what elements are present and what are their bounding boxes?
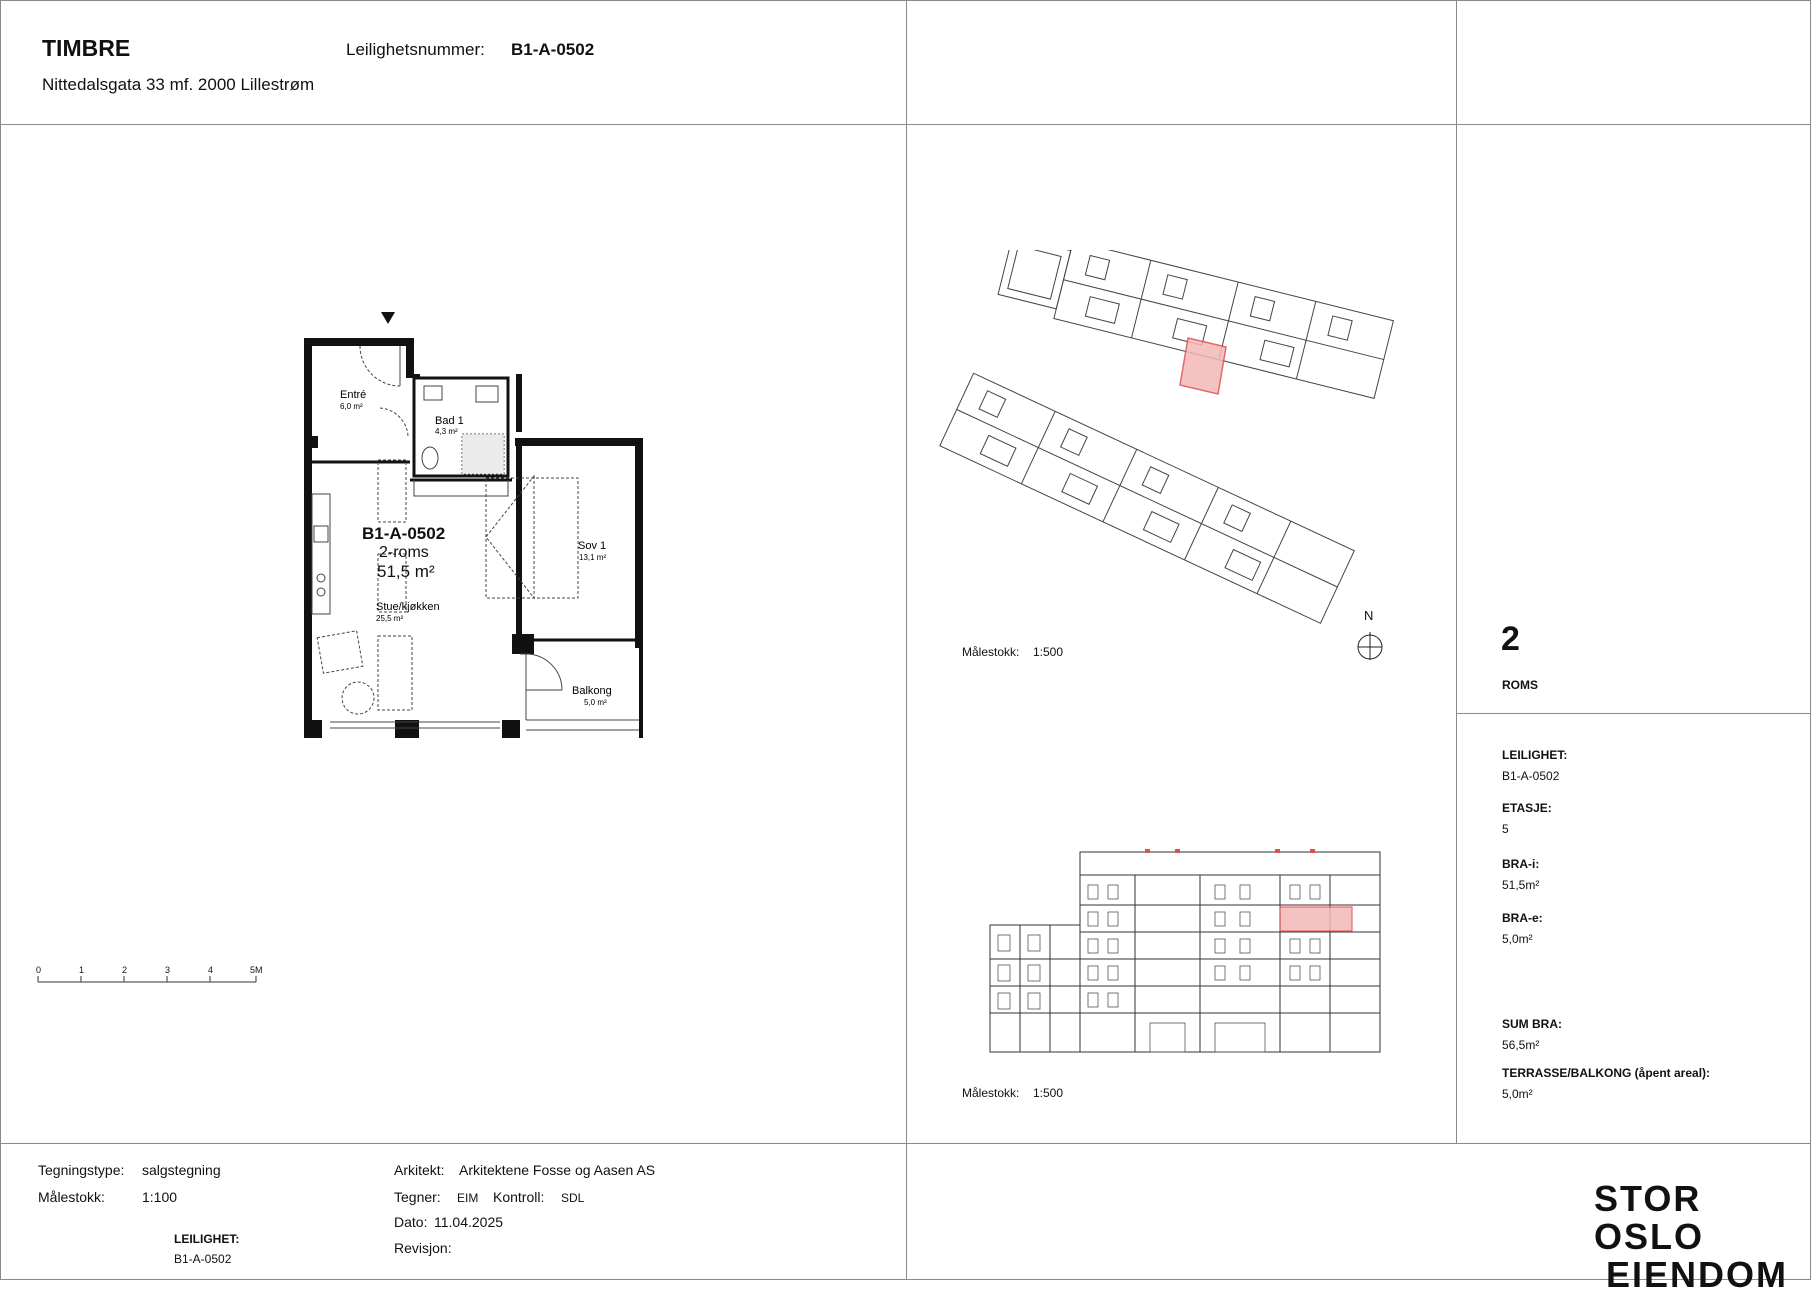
info-sum-bra-label: SUM BRA: xyxy=(1502,1017,1562,1031)
info-terrace-value: 5,0m² xyxy=(1502,1087,1533,1101)
info-bra-e-label: BRA-e: xyxy=(1502,911,1543,925)
rooms-label: ROMS xyxy=(1502,678,1538,692)
north-label: N xyxy=(1364,608,1374,623)
project-address: Nittedalsgata 33 mf. 2000 Lillestrøm xyxy=(42,75,315,94)
elevation-scale-value: 1:500 xyxy=(1033,1086,1064,1100)
site-scale-label: Målestokk: xyxy=(962,645,1020,659)
footer-apartment-label: LEILIGHET: xyxy=(174,1232,240,1246)
footer-drawing-type-value: salgstegning xyxy=(142,1162,221,1178)
logo-line-1: STOR OSLO xyxy=(1594,1178,1705,1257)
scale-tick-0: 0 xyxy=(36,965,42,975)
floor-plan xyxy=(290,300,680,750)
footer-drawer-label: Tegner: xyxy=(394,1189,441,1205)
svg-text:4,3 m²: 4,3 m² xyxy=(435,427,458,436)
frame-left xyxy=(0,0,1,1280)
footer-architect-value: Arkitektene Fosse og Aasen AS xyxy=(459,1162,656,1178)
room-label-bad: Bad 1 xyxy=(435,415,464,427)
scale-tick-4: 4 xyxy=(208,965,214,975)
scale-tick-1: 1 xyxy=(79,965,85,975)
footer-control-label: Kontroll: xyxy=(493,1189,545,1205)
scale-tick-2: 2 xyxy=(122,965,128,975)
scale-bar xyxy=(30,962,280,992)
footer-revision-label: Revisjon: xyxy=(394,1240,452,1256)
site-scale-value: 1:500 xyxy=(1033,645,1064,659)
site-highlight xyxy=(1180,338,1226,394)
divider-col2 xyxy=(1456,0,1457,1143)
footer-control-value: SDL xyxy=(561,1191,585,1205)
scale-tick-3: 3 xyxy=(165,965,171,975)
divider-col1 xyxy=(906,0,907,1280)
info-apartment-label: LEILIGHET: xyxy=(1502,748,1568,762)
site-plan xyxy=(930,250,1430,670)
footer-date-value: 11.04.2025 xyxy=(434,1214,504,1230)
unit-plan-area: 51,5 m² xyxy=(377,562,435,581)
svg-text:5,0 m²: 5,0 m² xyxy=(584,698,607,707)
svg-text:Stue/kjøkken: Stue/kjøkken xyxy=(376,601,440,613)
logo xyxy=(1594,1180,1811,1294)
footer-drawer-value: EIM xyxy=(457,1191,479,1205)
unit-plan-type: 2-roms xyxy=(379,544,429,561)
svg-text:13,1 m²: 13,1 m² xyxy=(579,553,607,562)
info-bra-i-label: BRA-i: xyxy=(1502,857,1540,871)
logo-line-2: EIENDOM xyxy=(1606,1254,1789,1295)
unit-number-label: Leilighetsnummer: xyxy=(346,40,485,59)
info-floor-value: 5 xyxy=(1502,822,1509,836)
footer-scale-label: Målestokk: xyxy=(38,1189,105,1205)
rooms-count: 2 xyxy=(1501,620,1520,658)
footer-architect-label: Arkitekt: xyxy=(394,1162,445,1178)
footer-drawing-type-label: Tegningstype: xyxy=(38,1162,125,1178)
svg-text:25,5 m²: 25,5 m² xyxy=(376,614,404,623)
room-label-entre: Entré xyxy=(340,389,367,401)
scale-tick-5: 5M xyxy=(250,965,263,975)
elevation-highlight xyxy=(1280,907,1352,931)
info-bra-i-value: 51,5m² xyxy=(1502,878,1540,892)
info-bra-e-value: 5,0m² xyxy=(1502,932,1533,946)
footer-apartment-value: B1-A-0502 xyxy=(174,1252,232,1266)
footer-scale-value: 1:100 xyxy=(142,1189,178,1205)
elevation-scale-label: Målestokk: xyxy=(962,1086,1020,1100)
unit-plan-id: B1-A-0502 xyxy=(362,524,446,543)
svg-text:Balkong: Balkong xyxy=(572,685,612,697)
divider-info xyxy=(1456,713,1811,714)
room-label-sov: Sov 1 xyxy=(578,540,607,552)
info-floor-label: ETASJE: xyxy=(1502,801,1552,815)
project-title: TIMBRE xyxy=(42,35,131,61)
north-arrow-icon xyxy=(1350,620,1390,660)
entrance-arrow-icon xyxy=(381,312,395,324)
svg-text:6,0 m²: 6,0 m² xyxy=(340,402,363,411)
elevation xyxy=(970,845,1420,1055)
footer-date-label: Dato: xyxy=(394,1214,428,1230)
info-apartment-value: B1-A-0502 xyxy=(1502,769,1560,783)
info-sum-bra-value: 56,5m² xyxy=(1502,1038,1540,1052)
unit-number-value: B1-A-0502 xyxy=(511,40,595,59)
info-terrace-label: TERRASSE/BALKONG (åpent areal): xyxy=(1502,1066,1711,1080)
